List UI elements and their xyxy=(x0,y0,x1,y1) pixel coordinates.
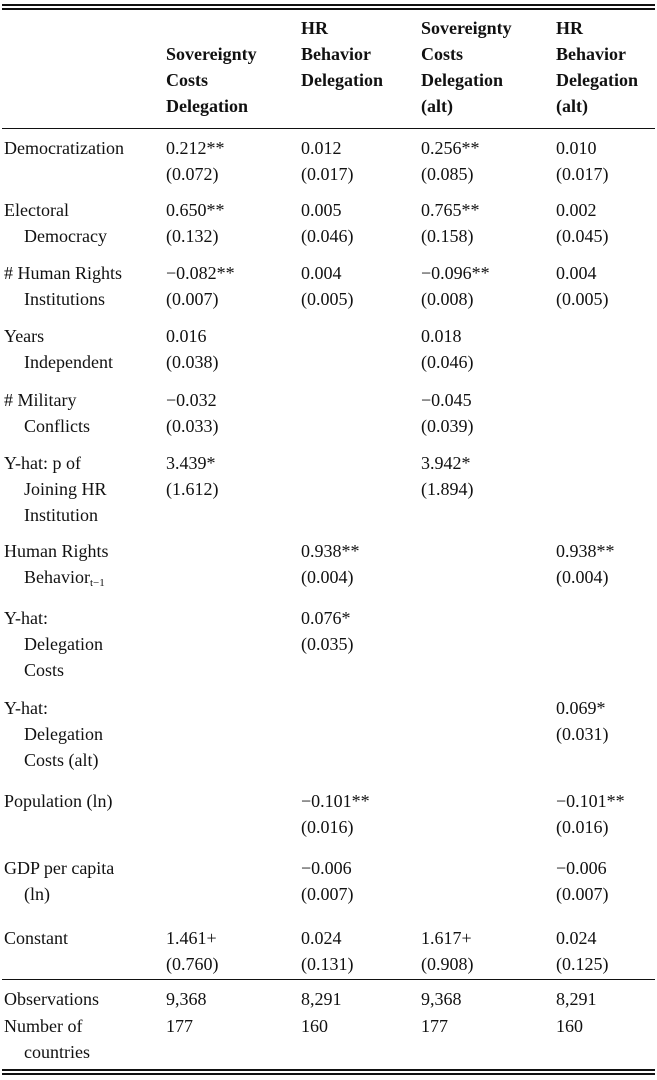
standard-error: (0.004) xyxy=(556,567,609,587)
standard-error: (0.125) xyxy=(556,954,609,974)
row-label-line: Delegation xyxy=(24,724,103,744)
footer-label xyxy=(4,1013,90,1065)
table-cell xyxy=(166,135,225,187)
coefficient: 0.004 xyxy=(301,263,342,283)
coefficient: −0.032 xyxy=(166,390,217,410)
column-header-line: HR xyxy=(301,18,328,38)
row-label-line: Institutions xyxy=(24,289,106,309)
footer-cell xyxy=(421,986,462,1012)
row-label xyxy=(4,260,122,312)
coefficient: −0.101** xyxy=(301,791,370,811)
coefficient: 0.018 xyxy=(421,326,462,346)
footer-value: 177 xyxy=(166,1016,193,1036)
standard-error: (0.016) xyxy=(301,817,354,837)
row-label xyxy=(4,855,114,907)
table-cell xyxy=(166,450,219,502)
column-header-line: (alt) xyxy=(556,96,588,116)
column-header-line: Delegation xyxy=(421,70,503,90)
standard-error: (0.016) xyxy=(556,817,609,837)
coefficient: −0.096** xyxy=(421,263,490,283)
footer-label-line: Number of xyxy=(4,1016,83,1036)
row-label-line: Conflicts xyxy=(24,416,90,436)
row-label-line: Y-hat: p of xyxy=(4,453,81,473)
row-label-line: Joining HR xyxy=(24,479,107,499)
column-header-line: Costs xyxy=(421,44,464,64)
coefficient: 0.765** xyxy=(421,200,480,220)
standard-error: (0.085) xyxy=(421,164,474,184)
standard-error: (0.007) xyxy=(301,884,354,904)
row-label xyxy=(4,450,107,528)
standard-error: (0.035) xyxy=(301,634,354,654)
coefficient: 0.016 xyxy=(166,326,207,346)
row-label xyxy=(4,197,107,249)
table-cell xyxy=(421,135,480,187)
footer-value: 160 xyxy=(556,1016,583,1036)
row-label xyxy=(4,605,103,683)
column-header-line: Sovereignty xyxy=(421,18,512,38)
table-cell xyxy=(421,387,474,439)
coefficient: 1.461+ xyxy=(166,928,217,948)
row-label-line: Human Rights xyxy=(4,541,109,561)
coefficient: 0.024 xyxy=(301,928,342,948)
row-label-line: Delegation xyxy=(24,634,103,654)
coefficient: 0.256** xyxy=(421,138,480,158)
footer-value: 8,291 xyxy=(556,989,597,1009)
table-cell xyxy=(556,538,615,590)
row-label xyxy=(4,788,113,814)
standard-error: (0.033) xyxy=(166,416,219,436)
table-cell xyxy=(556,260,609,312)
footer-cell xyxy=(301,1013,328,1039)
row-label-line: # Human Rights xyxy=(4,263,123,283)
row-label-line: # Military xyxy=(4,390,77,410)
table-cell xyxy=(421,925,474,977)
table-cell xyxy=(166,387,219,439)
standard-error: (0.158) xyxy=(421,226,474,246)
standard-error: (0.008) xyxy=(421,289,474,309)
footer-cell xyxy=(556,1013,583,1039)
standard-error: (0.005) xyxy=(301,289,354,309)
footer-cell xyxy=(421,1013,448,1039)
table-cell xyxy=(421,197,480,249)
table-cell xyxy=(166,197,225,249)
table-cell xyxy=(556,197,609,249)
table-cell xyxy=(301,605,354,657)
column-header xyxy=(166,41,257,119)
row-label-line: Constant xyxy=(4,928,69,948)
row-label-line: GDP per capita xyxy=(4,858,115,878)
standard-error: (1.612) xyxy=(166,479,219,499)
row-label xyxy=(4,135,124,161)
column-header xyxy=(301,15,383,93)
coefficient: −0.082** xyxy=(166,263,235,283)
footer-value: 177 xyxy=(421,1016,448,1036)
table-cell xyxy=(301,197,354,249)
standard-error: (0.039) xyxy=(421,416,474,436)
column-header-line: HR xyxy=(556,18,583,38)
row-label xyxy=(4,695,103,773)
column-header xyxy=(421,15,512,119)
coefficient: 0.938** xyxy=(301,541,360,561)
table-cell xyxy=(301,855,354,907)
footer-rule xyxy=(2,979,655,980)
row-label-line: Y-hat: xyxy=(4,608,48,628)
standard-error: (0.132) xyxy=(166,226,219,246)
table-cell xyxy=(421,323,474,375)
standard-error: (0.038) xyxy=(166,352,219,372)
footer-value: 9,368 xyxy=(166,989,207,1009)
coefficient: 0.212** xyxy=(166,138,225,158)
row-label-text: Behavior xyxy=(24,567,90,587)
top-rule-2 xyxy=(2,8,655,10)
row-label-line: (ln) xyxy=(24,884,50,904)
column-header-line: Behavior xyxy=(301,44,371,64)
standard-error: (0.031) xyxy=(556,724,609,744)
standard-error: (0.760) xyxy=(166,954,219,974)
coefficient: 0.005 xyxy=(301,200,342,220)
standard-error: (0.004) xyxy=(301,567,354,587)
table-cell xyxy=(556,855,609,907)
table-cell xyxy=(301,788,370,840)
table-cell xyxy=(556,788,625,840)
column-header-line: Delegation xyxy=(301,70,383,90)
column-header-line: Delegation xyxy=(556,70,638,90)
top-rule-1 xyxy=(2,4,655,6)
row-label-line: Democratization xyxy=(4,138,124,158)
footer-value: 9,368 xyxy=(421,989,462,1009)
coefficient: 0.076* xyxy=(301,608,351,628)
standard-error: (0.131) xyxy=(301,954,354,974)
row-label-line: Y-hat: xyxy=(4,698,48,718)
bottom-rule-2 xyxy=(2,1073,655,1075)
column-header xyxy=(556,15,638,119)
column-header-line: Delegation xyxy=(166,96,248,116)
row-label xyxy=(4,925,68,951)
table-cell xyxy=(301,538,360,590)
standard-error: (0.017) xyxy=(556,164,609,184)
table-cell xyxy=(556,695,609,747)
standard-error: (0.908) xyxy=(421,954,474,974)
coefficient: −0.006 xyxy=(556,858,607,878)
table-cell xyxy=(301,135,354,187)
coefficient: 0.002 xyxy=(556,200,597,220)
footer-label xyxy=(4,986,99,1012)
coefficient: 0.938** xyxy=(556,541,615,561)
standard-error: (0.072) xyxy=(166,164,219,184)
coefficient: 0.069* xyxy=(556,698,606,718)
coefficient: 3.942* xyxy=(421,453,471,473)
row-label xyxy=(4,387,90,439)
row-label xyxy=(4,538,109,596)
coefficient: 0.010 xyxy=(556,138,597,158)
column-header-line: (alt) xyxy=(421,96,453,116)
standard-error: (0.046) xyxy=(301,226,354,246)
footer-value: 160 xyxy=(301,1016,328,1036)
coefficient: 0.650** xyxy=(166,200,225,220)
standard-error: (0.046) xyxy=(421,352,474,372)
standard-error: (0.005) xyxy=(556,289,609,309)
table-cell xyxy=(556,135,609,187)
coefficient: −0.045 xyxy=(421,390,472,410)
row-label-line: Costs xyxy=(24,660,65,680)
standard-error: (0.007) xyxy=(556,884,609,904)
column-header-line: Behavior xyxy=(556,44,626,64)
table-cell xyxy=(301,260,354,312)
footer-cell xyxy=(301,986,342,1012)
coefficient: 0.004 xyxy=(556,263,597,283)
row-label-line: Population (ln) xyxy=(4,791,113,811)
row-label-line: Years xyxy=(4,326,45,346)
row-label-line xyxy=(4,564,109,596)
table-cell xyxy=(421,450,474,502)
table-cell xyxy=(166,925,219,977)
coefficient: 0.012 xyxy=(301,138,342,158)
footer-value: 8,291 xyxy=(301,989,342,1009)
row-label-line: Democracy xyxy=(24,226,107,246)
table-cell xyxy=(166,323,219,375)
table-cell xyxy=(421,260,490,312)
table-cell xyxy=(556,925,609,977)
coefficient: −0.101** xyxy=(556,791,625,811)
footer-label-line: countries xyxy=(24,1042,90,1062)
row-label-line: Independent xyxy=(24,352,113,372)
footer-cell xyxy=(556,986,597,1012)
row-label-line: Electoral xyxy=(4,200,69,220)
row-label-line: Costs (alt) xyxy=(24,750,99,770)
footer-cell xyxy=(166,1013,193,1039)
coefficient: 1.617+ xyxy=(421,928,472,948)
header-rule xyxy=(2,128,655,129)
standard-error: (1.894) xyxy=(421,479,474,499)
table-cell xyxy=(166,260,235,312)
footer-cell xyxy=(166,986,207,1012)
row-label-line: Institution xyxy=(24,505,99,525)
standard-error: (0.007) xyxy=(166,289,219,309)
column-header-line: Sovereignty xyxy=(166,44,257,64)
bottom-rule-1 xyxy=(2,1069,655,1071)
row-label-subscript: t−1 xyxy=(89,577,105,589)
coefficient: 0.024 xyxy=(556,928,597,948)
column-header-line: Costs xyxy=(166,70,209,90)
coefficient: 3.439* xyxy=(166,453,216,473)
row-label xyxy=(4,323,113,375)
footer-label-line: Observations xyxy=(4,989,99,1009)
coefficient: −0.006 xyxy=(301,858,352,878)
table-cell xyxy=(301,925,354,977)
standard-error: (0.017) xyxy=(301,164,354,184)
standard-error: (0.045) xyxy=(556,226,609,246)
